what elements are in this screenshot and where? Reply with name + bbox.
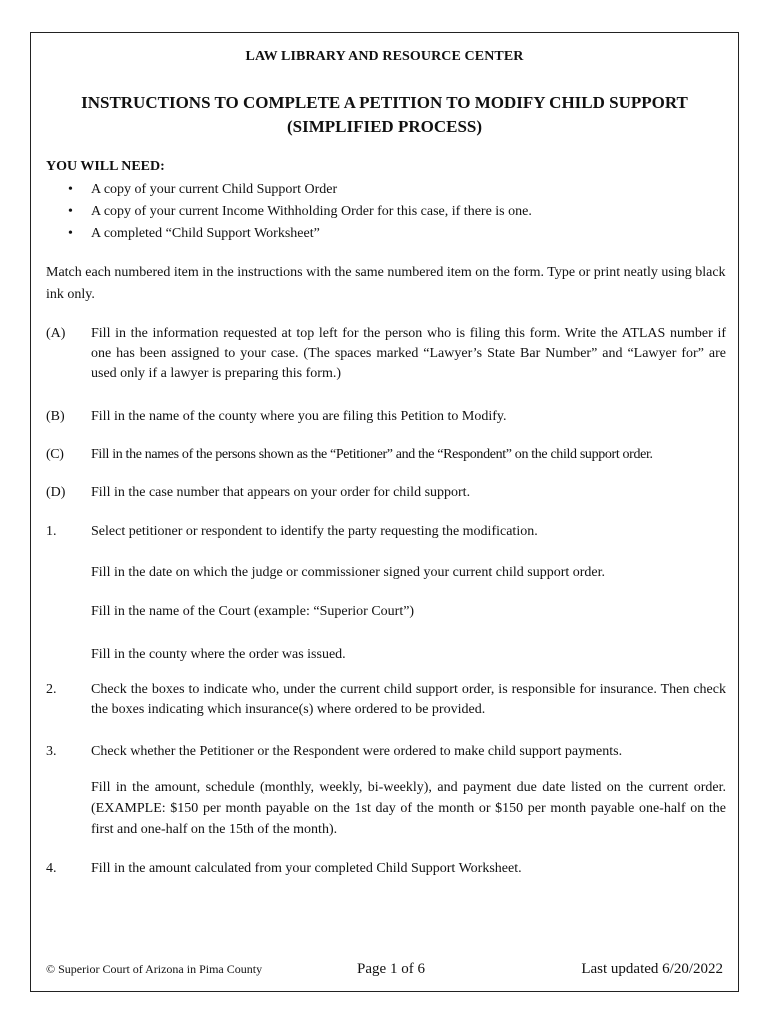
title-line-2: (SIMPLIFIED PROCESS) [286, 117, 483, 136]
item-marker: (C) [46, 447, 64, 462]
footer-last-updated: Last updated 6/20/2022 [581, 961, 723, 977]
title-line-1: INSTRUCTIONS TO COMPLETE A PETITION TO MODIFY CHILD SUPPORT [81, 93, 688, 112]
instruction-item-2 [46, 680, 726, 720]
item-marker: 3. [46, 744, 57, 759]
instruction-item-4 [46, 859, 726, 879]
you-will-need-heading: YOU WILL NEED: [46, 159, 165, 174]
instruction-item-a [46, 324, 726, 384]
list-item: • A completed “Child Support Worksheet” [46, 223, 532, 245]
document-page [30, 32, 739, 992]
library-header: LAW LIBRARY AND RESOURCE CENTER [245, 49, 524, 64]
footer-copyright: © Superior Court of Arizona in Pima County [46, 962, 263, 976]
item-text: Check the boxes to indicate who, under the current child support order, is responsible for insurance. Then check the boxes indicating which insurance(s) where ordered to be provided. [91, 682, 726, 717]
item-text: Fill in the names of the persons shown as the “Petitioner” and the “Respondent” on the child support order. [91, 447, 653, 462]
item-text: Check whether the Petitioner or the Respondent were ordered to make child support payments. [91, 744, 623, 759]
intro-paragraph: Match each numbered item in the instructions with the same numbered item on the form. Type or print neatly using black ink only. [46, 265, 726, 302]
document-title [31, 91, 738, 139]
item-marker: 1. [46, 524, 57, 539]
item-text: Fill in the amount calculated from your completed Child Support Worksheet. [91, 861, 522, 876]
item-marker: (A) [46, 326, 66, 341]
list-item: • A copy of your current Income Withholding Order for this case, if there is one. [46, 201, 532, 223]
requirements-list [46, 179, 532, 245]
item-text: Fill in the case number that appears on your order for child support. [91, 485, 471, 500]
item-text: Fill in the information requested at top left for the person who is filing this form. Write the ATLAS number if one has been assigned to your case. (The spaces marked “Lawyer’s State Bar Number” and “Lawyer for” are used only if a lawyer is preparing this form.) [91, 326, 726, 381]
item-marker: (D) [46, 485, 66, 500]
item-text: Fill in the name of the Court (example: “Superior Court”) [91, 604, 415, 619]
instruction-item-d [46, 483, 726, 503]
instruction-item-b [46, 407, 726, 427]
item-text: Fill in the county where the order was issued. [91, 647, 346, 662]
list-item: • A copy of your current Child Support Order [46, 179, 532, 201]
instruction-item-1 [46, 522, 726, 542]
instruction-item-1-court [46, 602, 726, 622]
instruction-item-1-county [46, 645, 726, 665]
bullet-icon: • [68, 182, 73, 197]
item-text: Fill in the name of the county where you are filing this Petition to Modify. [91, 409, 507, 424]
instruction-item-1-date [46, 563, 726, 583]
bullet-icon: • [68, 226, 73, 241]
instruction-item-3-amount [46, 777, 726, 840]
item-marker: 2. [46, 682, 57, 697]
item-text: Fill in the amount, schedule (monthly, weekly, bi-weekly), and payment due date listed on the current order. (EXAMPLE: $150 per month payable on the 1st day of the month or $150 per month payable one-half on the first and one-half on the 15th of the month). [91, 780, 726, 837]
item-text: Fill in the date on which the judge or commissioner signed your current child support order. [91, 565, 606, 580]
item-marker: (B) [46, 409, 65, 424]
instruction-item-c [46, 445, 726, 465]
footer-page-number: Page 1 of 6 [357, 961, 425, 977]
bullet-icon: • [68, 204, 73, 219]
item-marker: 4. [46, 861, 57, 876]
item-text: Select petitioner or respondent to identify the party requesting the modification. [91, 524, 538, 539]
instruction-item-3 [46, 742, 726, 762]
